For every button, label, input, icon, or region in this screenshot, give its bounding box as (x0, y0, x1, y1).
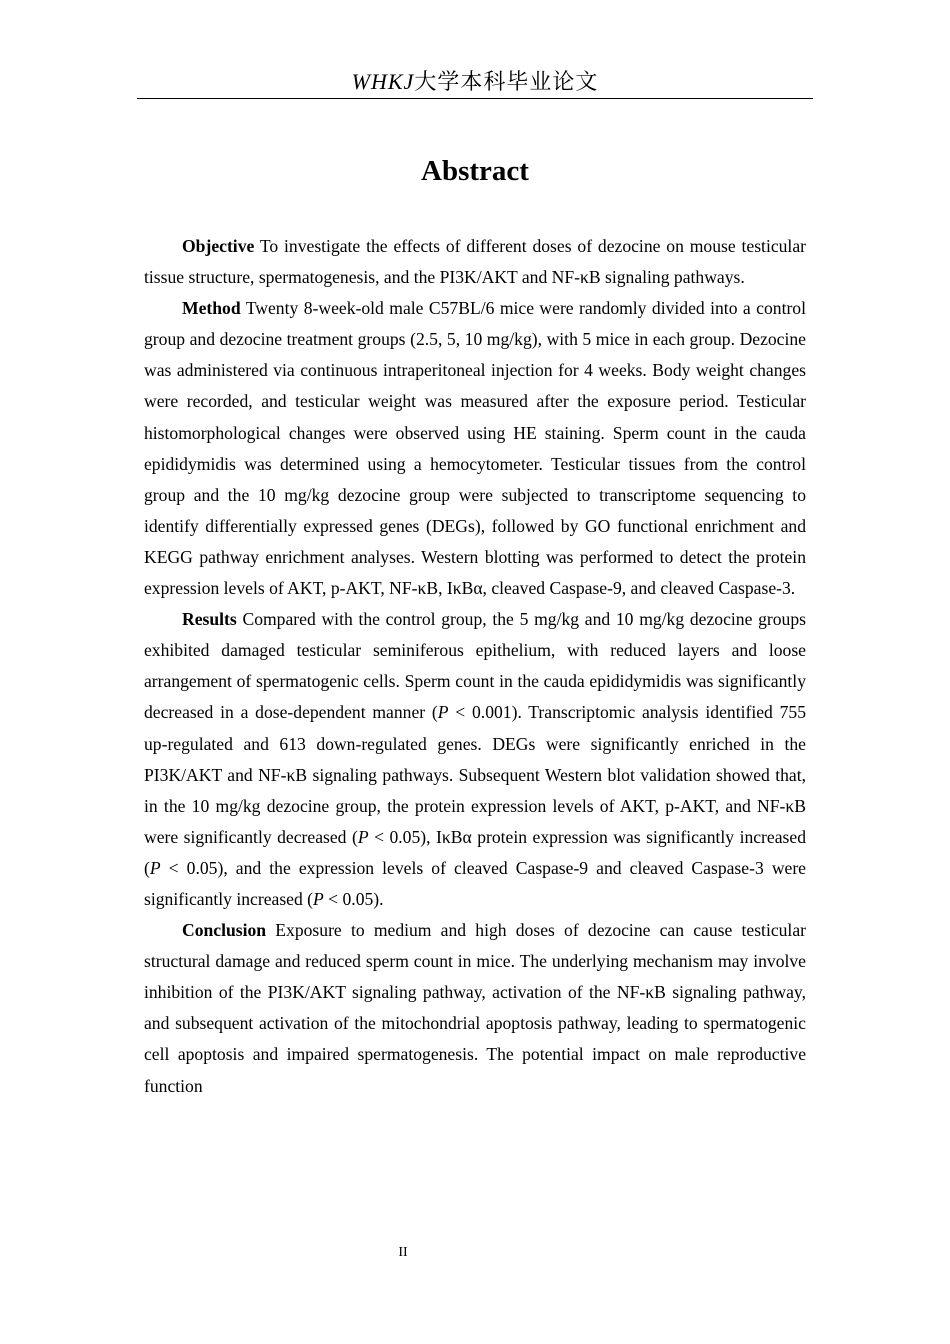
page-header (137, 66, 813, 99)
abstract-title: Abstract (421, 155, 529, 187)
header-latin-text: WHKJ (351, 69, 415, 94)
header-chinese-text: 大学本科毕业论文 (414, 69, 599, 94)
p-value-symbol: P (357, 826, 369, 847)
p-value-symbol: P (437, 702, 449, 723)
conclusion-heading: Conclusion (182, 920, 267, 941)
method-text: Twenty 8-week-old male C57BL/6 mice were randomly divided into a control group and dezocine treatment groups (2.5, 5, 10 mg/kg), with 5 mice in each group. Dezocine was administered via continuous intraperitoneal injection for 4 weeks. Body weight changes were recorded, and testicular weight was measured after the exposure period. Testicular histomorphological changes were observed using HE staining. Sperm count in the cauda epididymidis was determined using a hemocytometer. Testicular tissues from the control group and the 10 mg/kg dezocine group were subjected to transcriptome sequencing to identify differentially expressed genes (DEGs), followed by GO functional enrichment and KEGG pathway enrichment analyses. Western blotting was performed to detect the protein expression levels of AKT, p-AKT, NF-κB, IκBα, cleaved Caspase-9, and cleaved Caspase-3. (144, 298, 806, 599)
page-number: II (398, 1245, 408, 1260)
results-text-1: Compared with the control group, the 5 mg/kg and 10 mg/kg dezocine groups exhibited damaged testicular seminiferous epithelium, with reduced layers and loose arrangement of spermatogenic cells. Sperm count in the cauda epididymidis was significantly decreased in a dose-dependent manner ( (144, 609, 806, 723)
results-text-3: < 0.05), IκBα protein expression was significantly increased ( (144, 826, 806, 878)
results-text-5: < 0.05). (323, 888, 384, 909)
results-paragraph (144, 604, 806, 915)
abstract-body (144, 231, 806, 1102)
objective-heading: Objective (182, 236, 255, 256)
objective-text: To investigate the effects of different doses of dezocine on mouse testicular tissue structure, spermatogenesis, and the PI3K/AKT and NF-κB signaling pathways. (144, 236, 806, 288)
results-heading: Results (182, 609, 237, 630)
conclusion-text: Exposure to medium and high doses of dezocine can cause testicular structural damage and reduced sperm count in mice. The underlying mechanism may involve inhibition of the PI3K/AKT signaling pathway, activation of the NF-κB signaling pathway, and subsequent activation of the mitochondrial apoptosis pathway, leading to spermatogenic cell apoptosis and impaired spermatogenesis. The potential impact on male reproductive function (144, 920, 806, 1096)
method-paragraph (144, 293, 806, 604)
objective-paragraph (144, 231, 806, 293)
p-value-symbol: P (313, 888, 324, 909)
p-value-symbol: P (149, 857, 161, 878)
results-text-4: < 0.05), and the expression levels of cleaved Caspase-9 and cleaved Caspase-3 were significantly increased ( (144, 857, 806, 909)
results-text-2: < 0.001). Transcriptomic analysis identified 755 up-regulated and 613 down-regulated genes. DEGs were significantly enriched in the PI3K/AKT and NF-κB signaling pathways. Subsequent Western blot validation showed that, in the 10 mg/kg dezocine group, the protein expression levels of AKT, p-AKT, and NF-κB were significantly decreased ( (144, 702, 806, 847)
conclusion-paragraph (144, 915, 806, 1102)
method-heading: Method (182, 298, 241, 319)
